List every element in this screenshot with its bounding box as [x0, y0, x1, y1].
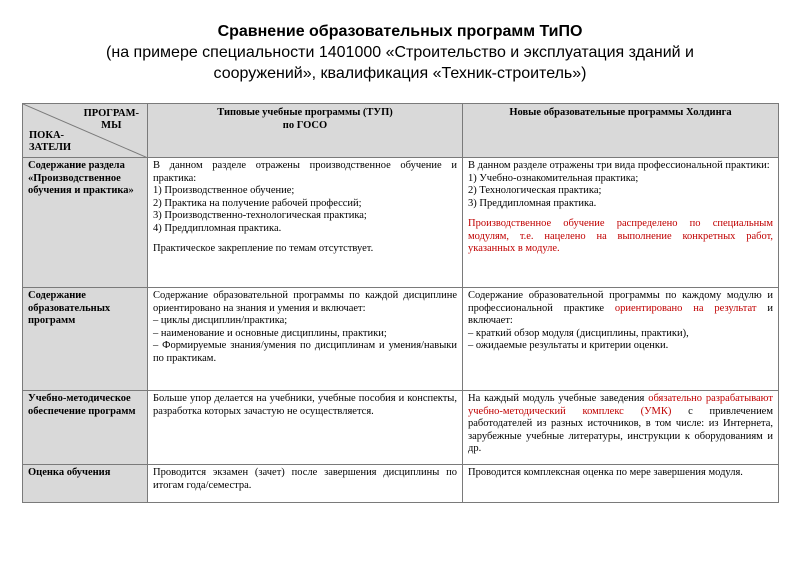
cell-list: [153, 185, 457, 235]
list-item: – краткий обзор модуля (дисциплины, практики),: [468, 327, 689, 339]
cell-intro: Содержание образовательной программы по каждой дисциплине ориентировано на знания и умения и включает:: [153, 290, 457, 314]
table-row: [23, 391, 779, 465]
cell-list: [153, 315, 457, 365]
intro-text: Содержание образовательной программы по каждому модулю и профессиональной практике: [468, 290, 773, 314]
list-item: 3) Преддипломная практика.: [468, 197, 597, 209]
column-header-tup: Типовые учебные программы (ТУП) по ГОСО: [148, 104, 463, 158]
list-item: 4) Преддипломная практика.: [153, 222, 282, 234]
title-line-2: (на примере специальности 1401000 «Строительство и эксплуатация зданий и: [106, 44, 694, 61]
intro-text-end: и включает:: [468, 302, 774, 326]
list-item: 3) Производственно-технологическая практика;: [153, 210, 367, 221]
list-item: 2) Технологическая практика;: [468, 185, 602, 196]
table-row: [23, 465, 779, 503]
title-line-3: сооружений», квалификация «Техник-строитель»): [213, 65, 587, 82]
cell-intro: [468, 290, 773, 328]
cell-text-end: с привлечением работодателей из разных источников, в том числе: из Интернета, зарубежные учебные литературы, инструкции к оборудованиям и др.: [468, 405, 773, 454]
table-header-row: [23, 104, 779, 158]
cell-tup: [148, 288, 463, 391]
cell-new: [463, 288, 779, 391]
title-line-1: Сравнение образовательных программ ТиПО: [217, 23, 583, 40]
cell-tup: Проводится экзамен (зачет) после завершения дисциплины по итогам года/семестра.: [148, 465, 463, 503]
cell-note: Практическое закрепление по темам отсутствует.: [153, 243, 374, 254]
cell-intro: В данном разделе отражены производственное обучение и практика:: [153, 160, 457, 184]
row-label: Содержание образовательных программ: [23, 288, 148, 391]
cell-text: На каждый модуль учебные заведения: [468, 393, 649, 404]
table-row: [23, 288, 779, 391]
cell-note-highlight: Производственное обучение распределено по специальным модулям, т.е. нацелено на выполнение конкретных работ, указанных в модуле.: [468, 218, 773, 254]
cell-list: [468, 328, 773, 353]
list-item: 1) Учебно-ознакомительная практика;: [468, 172, 639, 184]
cell-tup: [148, 158, 463, 288]
row-label: Учебно-методическое обеспечение программ: [23, 391, 148, 465]
cell-new: [463, 158, 779, 288]
column-header-new: Новые образовательные программы Холдинга: [463, 104, 779, 158]
comparison-table: [22, 103, 779, 503]
cell-highlight: обязательно разрабатывают учебно-методический комплекс (УМК): [468, 393, 773, 417]
corner-cell: [23, 104, 148, 158]
corner-bottom-label: ПОКА- ЗАТЕЛИ: [29, 130, 72, 153]
cell-intro: В данном разделе отражены три вида профессиональной практики:: [468, 160, 770, 171]
list-item: – Формируемые знания/умения по дисциплинам и умения/навыки по практикам.: [153, 340, 457, 364]
cell-new: Проводится комплексная оценка по мере завершения модуля.: [463, 465, 779, 503]
row-label: Оценка обучения: [23, 465, 148, 503]
cell-new: [463, 391, 779, 465]
slide-title: [40, 22, 760, 84]
cell-tup: Больше упор делается на учебники, учебные пособия и конспекты, разработка которых зачастую не осуществляется.: [148, 391, 463, 465]
corner-top-label: ПРОГРАМ- МЫ: [83, 108, 139, 131]
list-item: – ожидаемые результаты и критерии оценки.: [468, 340, 669, 351]
list-item: 2) Практика на получение рабочей профессий;: [153, 197, 362, 209]
row-label: Содержание раздела «Производственное обучения и практика»: [23, 158, 148, 288]
list-item: – наименование и основные дисциплины, практики;: [153, 327, 387, 339]
intro-highlight: ориентировано на результат: [614, 302, 757, 314]
table-row: [23, 158, 779, 288]
list-item: 1) Производственное обучение;: [153, 185, 295, 196]
cell-list: [468, 173, 773, 211]
list-item: – циклы дисциплин/практика;: [153, 315, 288, 326]
